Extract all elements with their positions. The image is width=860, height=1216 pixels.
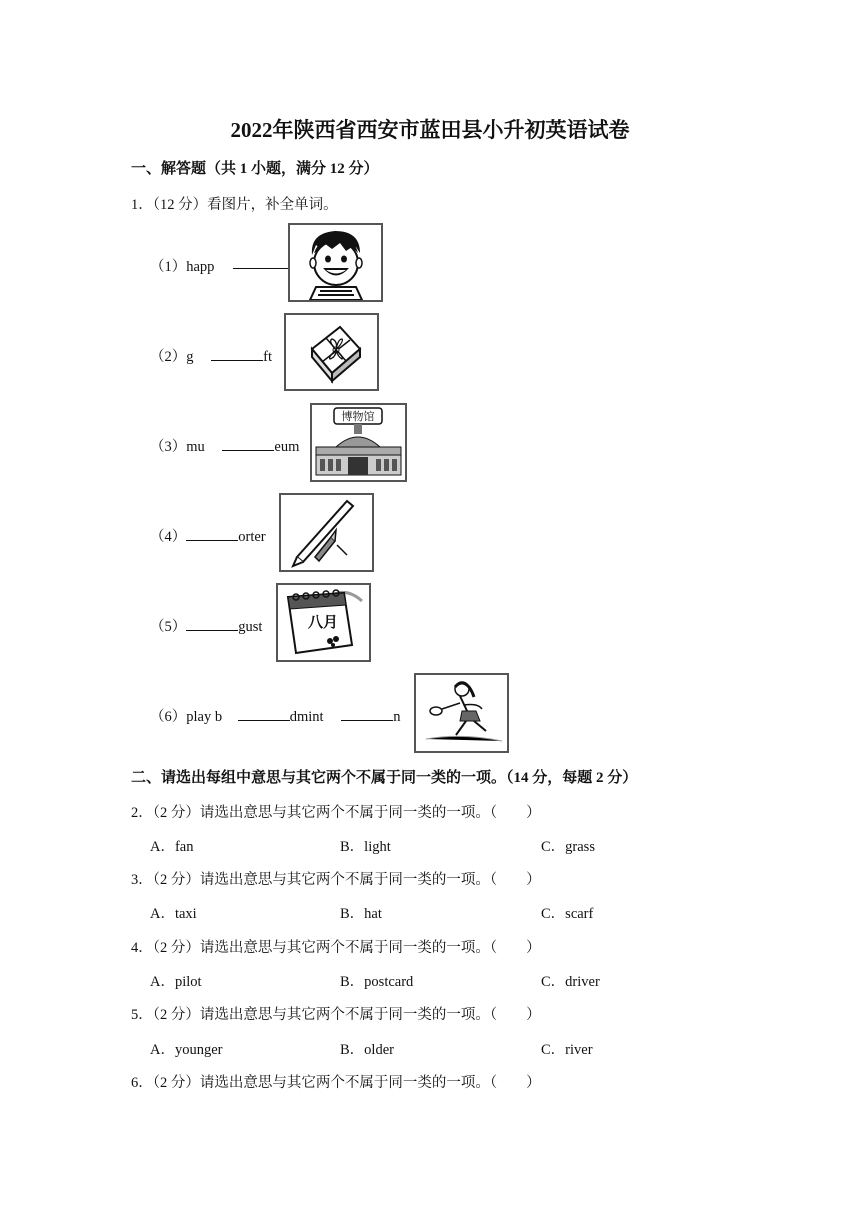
calendar-icon [278, 585, 369, 660]
item-2-blank[interactable] [211, 348, 263, 361]
museum-building-icon [312, 405, 405, 480]
item-3-number: （3） [150, 439, 187, 455]
item-5 [150, 615, 262, 636]
item-3-suffix: eum [274, 439, 300, 455]
item-2-prefix: g [186, 349, 194, 365]
question-5-option-a[interactable]: A．younger [150, 1042, 223, 1058]
item-2-number: （2） [150, 349, 187, 365]
question-4-option-c[interactable]: C．driver [541, 974, 600, 990]
question-6-stem: 6．（2 分）请选出意思与其它两个不属于同一类的一项。（ ） [131, 1075, 541, 1091]
happy-boy-icon [290, 225, 381, 300]
question-3-stem: 3．（2 分）请选出意思与其它两个不属于同一类的一项。（ ） [131, 872, 541, 888]
section-heading-2: 二、请选出每组中意思与其它两个不属于同一类的一项。（14 分，每题 2 分） [131, 770, 638, 786]
badminton-image [414, 673, 509, 753]
question-2-option-c[interactable]: C．grass [541, 839, 595, 855]
question-2-option-b[interactable]: B．light [340, 839, 391, 855]
item-1-prefix: happ [186, 259, 215, 275]
section-heading-1: 一、解答题（共 1 小题，满分 12 分） [131, 161, 379, 177]
pencil-icon [281, 495, 372, 570]
question-5-stem: 5．（2 分）请选出意思与其它两个不属于同一类的一项。（ ） [131, 1007, 541, 1023]
question-1-stem: 1．（12 分）看图片，补全单词。 [131, 197, 338, 213]
question-3-option-a[interactable]: A．taxi [150, 906, 197, 922]
item-5-blank[interactable] [186, 618, 238, 631]
item-4-suffix: orter [238, 529, 266, 545]
calendar-image [276, 583, 371, 662]
question-5-option-b[interactable]: B．older [340, 1042, 394, 1058]
item-1-number: （1） [150, 259, 187, 275]
question-4-stem: 4．（2 分）请选出意思与其它两个不属于同一类的一项。（ ） [131, 940, 541, 956]
item-3-blank[interactable] [222, 438, 274, 451]
question-2-stem: 2．（2 分）请选出意思与其它两个不属于同一类的一项。（ ） [131, 805, 541, 821]
item-6-suffix: n [393, 709, 401, 725]
calendar-month-text: 八月 [308, 613, 339, 631]
item-4-number: （4） [150, 529, 187, 545]
badminton-player-icon [416, 675, 507, 751]
question-3-option-b[interactable]: B．hat [340, 906, 382, 922]
item-2-suffix: ft [263, 349, 272, 365]
gift-box-icon [286, 315, 377, 389]
gift-image [284, 313, 379, 391]
item-3 [150, 435, 299, 456]
happy-boy-image [288, 223, 383, 302]
item-4-blank[interactable] [186, 528, 238, 541]
museum-image [310, 403, 407, 482]
question-5-option-c[interactable]: C．river [541, 1042, 593, 1058]
item-3-prefix: mu [186, 439, 205, 455]
page-title: 2022年陕西省西安市蓝田县小升初英语试卷 [230, 118, 630, 142]
question-4-option-a[interactable]: A．pilot [150, 974, 202, 990]
item-5-number: （5） [150, 619, 187, 635]
question-4-option-b[interactable]: B．postcard [340, 974, 414, 990]
item-6-prefix: play b [186, 709, 223, 725]
item-2 [150, 345, 272, 366]
item-5-suffix: gust [238, 619, 263, 635]
museum-sign-text: 博物馆 [341, 410, 375, 423]
item-1 [150, 255, 214, 276]
item-4 [150, 525, 266, 546]
item-6-number: （6） [150, 709, 187, 725]
item-6-blank-2[interactable] [341, 708, 393, 721]
item-6-blank-1[interactable] [238, 708, 290, 721]
question-2-option-a[interactable]: A．fan [150, 839, 194, 855]
question-3-option-c[interactable]: C．scarf [541, 906, 594, 922]
item-6-middle: dmint [289, 709, 324, 725]
pencil-sharpener-image [279, 493, 374, 572]
item-6 [150, 705, 400, 726]
